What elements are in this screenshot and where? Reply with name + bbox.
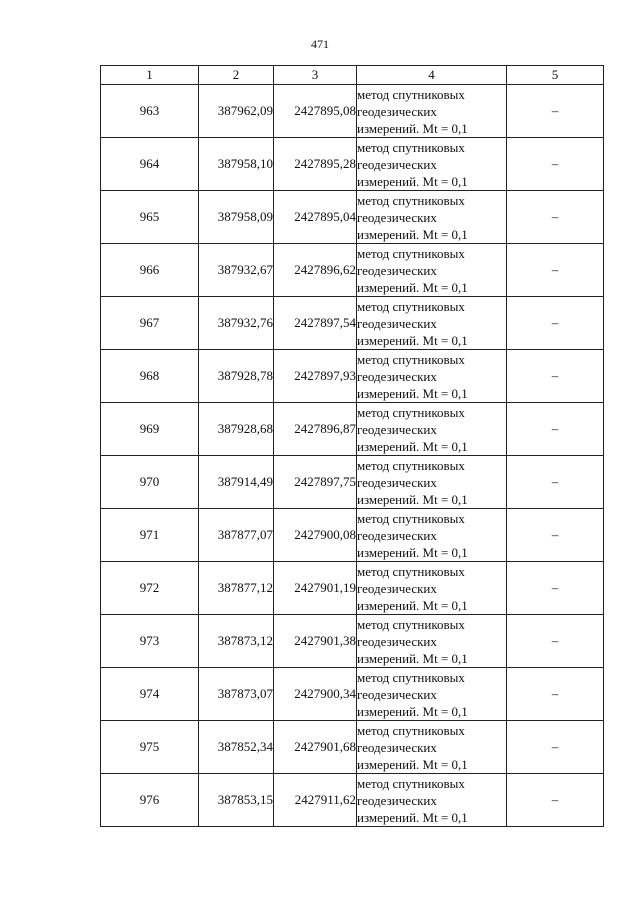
col5-cell: – (507, 774, 604, 827)
table-row (101, 774, 604, 827)
method-line: метод спутниковых (357, 616, 465, 632)
method-cell (357, 615, 507, 668)
point-number-cell: 969 (101, 403, 199, 456)
point-number-cell: 966 (101, 244, 199, 297)
point-number-cell: 968 (101, 350, 199, 403)
method-cell (357, 350, 507, 403)
col5-cell: – (507, 721, 604, 774)
method-cell (357, 721, 507, 774)
method-cell (357, 562, 507, 615)
method-line: измерений. Mt = 0,1 (357, 650, 468, 666)
table-row (101, 721, 604, 774)
point-number-cell: 965 (101, 191, 199, 244)
x-coordinate-cell: 387932,76 (199, 297, 274, 350)
method-line: геодезических (357, 209, 437, 225)
y-coordinate-cell: 2427900,08 (274, 509, 357, 562)
point-number-cell: 973 (101, 615, 199, 668)
method-line: измерений. Mt = 0,1 (357, 703, 468, 719)
method-line: измерений. Mt = 0,1 (357, 385, 468, 401)
method-line: измерений. Mt = 0,1 (357, 173, 468, 189)
point-number-cell: 974 (101, 668, 199, 721)
method-cell (357, 774, 507, 827)
header-col-2: 2 (199, 66, 274, 85)
method-cell (357, 668, 507, 721)
col5-cell: – (507, 350, 604, 403)
coordinates-table (100, 65, 604, 827)
table-row (101, 350, 604, 403)
method-line: геодезических (357, 262, 437, 278)
method-cell (357, 297, 507, 350)
method-line: измерений. Mt = 0,1 (357, 332, 468, 348)
method-line: геодезических (357, 421, 437, 437)
method-cell (357, 456, 507, 509)
x-coordinate-cell: 387877,12 (199, 562, 274, 615)
method-line: геодезических (357, 156, 437, 172)
point-number-cell: 972 (101, 562, 199, 615)
method-line: геодезических (357, 368, 437, 384)
x-coordinate-cell: 387914,49 (199, 456, 274, 509)
method-line: метод спутниковых (357, 139, 465, 155)
method-line: метод спутниковых (357, 86, 465, 102)
method-line: метод спутниковых (357, 404, 465, 420)
method-line: геодезических (357, 739, 437, 755)
point-number-cell: 964 (101, 138, 199, 191)
method-line: измерений. Mt = 0,1 (357, 279, 468, 295)
col5-cell: – (507, 138, 604, 191)
method-cell (357, 403, 507, 456)
method-line: измерений. Mt = 0,1 (357, 809, 468, 825)
header-row (101, 66, 604, 85)
method-line: метод спутниковых (357, 351, 465, 367)
header-col-5: 5 (507, 66, 604, 85)
col5-cell: – (507, 297, 604, 350)
header-col-1: 1 (101, 66, 199, 85)
method-line: геодезических (357, 633, 437, 649)
table-body (101, 85, 604, 827)
table-row (101, 138, 604, 191)
method-line: метод спутниковых (357, 245, 465, 261)
point-number-cell: 963 (101, 85, 199, 138)
y-coordinate-cell: 2427896,87 (274, 403, 357, 456)
col5-cell: – (507, 85, 604, 138)
method-line: геодезических (357, 686, 437, 702)
table-header (101, 66, 604, 85)
y-coordinate-cell: 2427896,62 (274, 244, 357, 297)
y-coordinate-cell: 2427897,54 (274, 297, 357, 350)
method-line: измерений. Mt = 0,1 (357, 756, 468, 772)
y-coordinate-cell: 2427901,38 (274, 615, 357, 668)
point-number-cell: 967 (101, 297, 199, 350)
method-line: измерений. Mt = 0,1 (357, 544, 468, 560)
x-coordinate-cell: 387928,78 (199, 350, 274, 403)
col5-cell: – (507, 191, 604, 244)
method-line: метод спутниковых (357, 192, 465, 208)
x-coordinate-cell: 387853,15 (199, 774, 274, 827)
method-cell (357, 244, 507, 297)
y-coordinate-cell: 2427897,75 (274, 456, 357, 509)
x-coordinate-cell: 387928,68 (199, 403, 274, 456)
table-row (101, 244, 604, 297)
method-line: измерений. Mt = 0,1 (357, 438, 468, 454)
table-row (101, 615, 604, 668)
method-line: метод спутниковых (357, 563, 465, 579)
method-line: геодезических (357, 792, 437, 808)
y-coordinate-cell: 2427901,68 (274, 721, 357, 774)
col5-cell: – (507, 456, 604, 509)
x-coordinate-cell: 387852,34 (199, 721, 274, 774)
col5-cell: – (507, 562, 604, 615)
x-coordinate-cell: 387958,09 (199, 191, 274, 244)
table-row (101, 509, 604, 562)
method-line: метод спутниковых (357, 457, 465, 473)
method-line: геодезических (357, 474, 437, 490)
x-coordinate-cell: 387873,12 (199, 615, 274, 668)
header-col-4: 4 (357, 66, 507, 85)
point-number-cell: 975 (101, 721, 199, 774)
table-row (101, 191, 604, 244)
col5-cell: – (507, 509, 604, 562)
col5-cell: – (507, 244, 604, 297)
y-coordinate-cell: 2427895,08 (274, 85, 357, 138)
x-coordinate-cell: 387962,09 (199, 85, 274, 138)
method-line: метод спутниковых (357, 775, 465, 791)
method-line: измерений. Mt = 0,1 (357, 597, 468, 613)
y-coordinate-cell: 2427895,04 (274, 191, 357, 244)
method-line: метод спутниковых (357, 298, 465, 314)
point-number-cell: 976 (101, 774, 199, 827)
method-cell (357, 509, 507, 562)
method-line: геодезических (357, 315, 437, 331)
method-line: измерений. Mt = 0,1 (357, 120, 468, 136)
x-coordinate-cell: 387873,07 (199, 668, 274, 721)
y-coordinate-cell: 2427897,93 (274, 350, 357, 403)
method-line: геодезических (357, 103, 437, 119)
method-line: метод спутниковых (357, 722, 465, 738)
col5-cell: – (507, 403, 604, 456)
col5-cell: – (507, 668, 604, 721)
x-coordinate-cell: 387932,67 (199, 244, 274, 297)
method-line: измерений. Mt = 0,1 (357, 226, 468, 242)
y-coordinate-cell: 2427900,34 (274, 668, 357, 721)
table-row (101, 668, 604, 721)
y-coordinate-cell: 2427911,62 (274, 774, 357, 827)
method-line: метод спутниковых (357, 669, 465, 685)
x-coordinate-cell: 387877,07 (199, 509, 274, 562)
table-row (101, 456, 604, 509)
point-number-cell: 970 (101, 456, 199, 509)
method-cell (357, 85, 507, 138)
method-line: метод спутниковых (357, 510, 465, 526)
table-row (101, 562, 604, 615)
y-coordinate-cell: 2427895,28 (274, 138, 357, 191)
table-row (101, 297, 604, 350)
method-cell (357, 191, 507, 244)
col5-cell: – (507, 615, 604, 668)
y-coordinate-cell: 2427901,19 (274, 562, 357, 615)
header-col-3: 3 (274, 66, 357, 85)
method-cell (357, 138, 507, 191)
table-row (101, 85, 604, 138)
point-number-cell: 971 (101, 509, 199, 562)
method-line: геодезических (357, 527, 437, 543)
table-row (101, 403, 604, 456)
page-number: 471 (311, 37, 329, 51)
method-line: измерений. Mt = 0,1 (357, 491, 468, 507)
method-line: геодезических (357, 580, 437, 596)
x-coordinate-cell: 387958,10 (199, 138, 274, 191)
